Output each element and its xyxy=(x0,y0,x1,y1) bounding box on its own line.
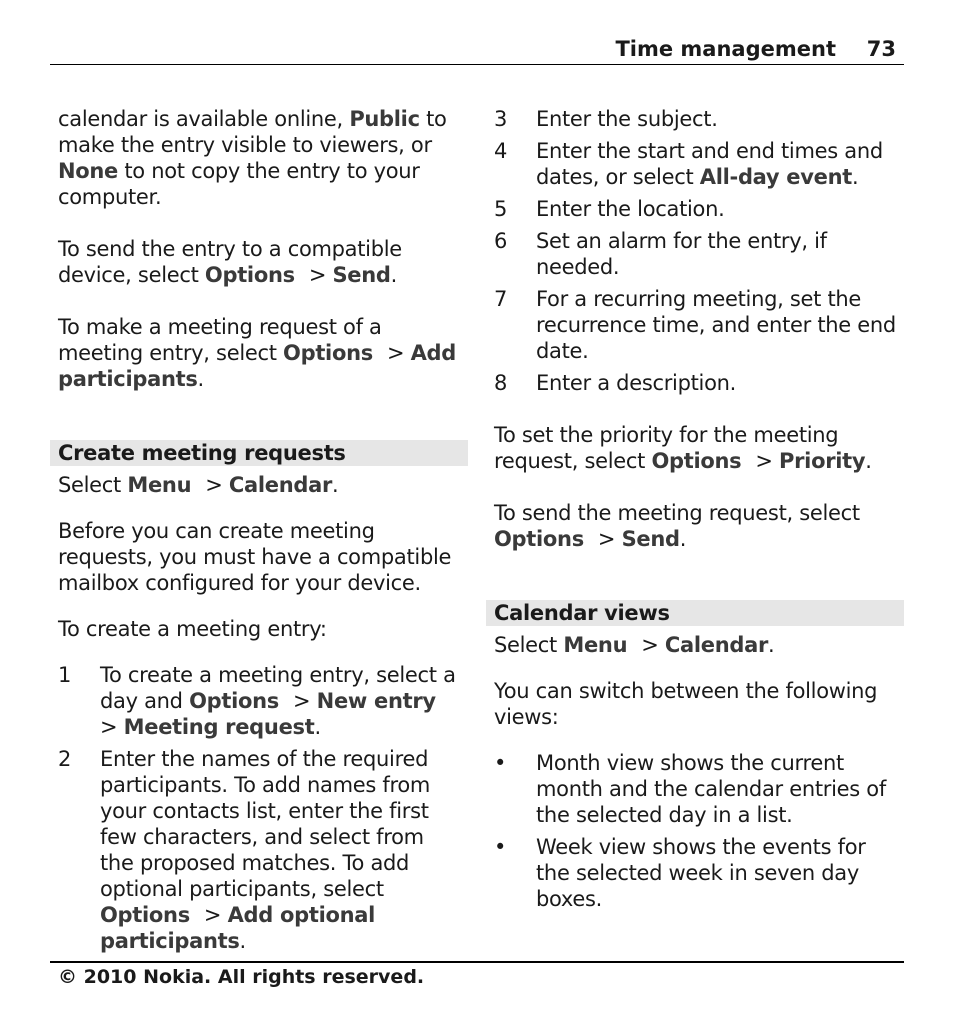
list-item: 7 For a recurring meeting, set the recurrence time, and enter the end date. xyxy=(494,287,896,363)
paragraph-send-request: To send the meeting request, select Options > Send. xyxy=(494,501,860,551)
list-item: 3 Enter the subject. xyxy=(494,107,718,131)
paragraph-send-entry: To send the entry to a compatible device, select Options > Send. xyxy=(58,237,402,287)
paragraph-meeting-request: To make a meeting request of a meeting entry, select Options > Add participants. xyxy=(58,315,457,391)
paragraph-views-intro: You can switch between the following views: xyxy=(494,679,878,729)
paragraph-set-priority: To set the priority for the meeting request, select Options > Priority. xyxy=(494,423,872,473)
header-divider xyxy=(50,64,904,65)
paragraph-calendar-online: calendar is available online, Public to make the entry visible to viewers, or None to not copy the entry to your computer. xyxy=(58,107,447,209)
footer-divider xyxy=(50,961,904,963)
views-bullet-list xyxy=(494,750,896,912)
list-item: 4 Enter the start and end times and dates, or select All-day event. xyxy=(494,139,883,189)
header-section-title: Time management xyxy=(615,37,836,61)
menu-path-calendar: Select Menu > Calendar. xyxy=(494,633,775,657)
list-item: • Week view shows the events for the selected week in seven day boxes. xyxy=(494,835,866,911)
list-item: • Month view shows the current month and the calendar entries of the selected day in a list. xyxy=(494,751,886,827)
steps-list-left xyxy=(58,662,460,954)
right-column xyxy=(494,106,896,938)
left-column xyxy=(58,106,460,980)
steps-list-right xyxy=(494,106,896,396)
list-item: 5 Enter the location. xyxy=(494,197,725,221)
paragraph-create-intro: To create a meeting entry: xyxy=(58,617,327,641)
menu-path-calendar: Select Menu > Calendar. xyxy=(58,473,339,497)
list-item: 2 Enter the names of the required participants. To add names from your contacts list, enter the first few characters, and select from the proposed matches. To add optional participants, select Options > Add optional participants. xyxy=(58,747,431,953)
page-number: 73 xyxy=(866,37,896,61)
list-item: 8 Enter a description. xyxy=(494,371,737,395)
list-item: 1 To create a meeting entry, select a day and Options > New entry> Meeting request. xyxy=(58,663,456,739)
footer-copyright: © 2010 Nokia. All rights reserved. xyxy=(58,966,425,988)
section-heading-calendar-views: Calendar views xyxy=(486,600,904,626)
list-item: 6 Set an alarm for the entry, if needed. xyxy=(494,229,827,279)
section-heading-create-meeting-requests: Create meeting requests xyxy=(50,440,468,466)
paragraph-mailbox-requirement: Before you can create meeting requests, you must have a compatible mailbox configured for your device. xyxy=(58,519,452,595)
